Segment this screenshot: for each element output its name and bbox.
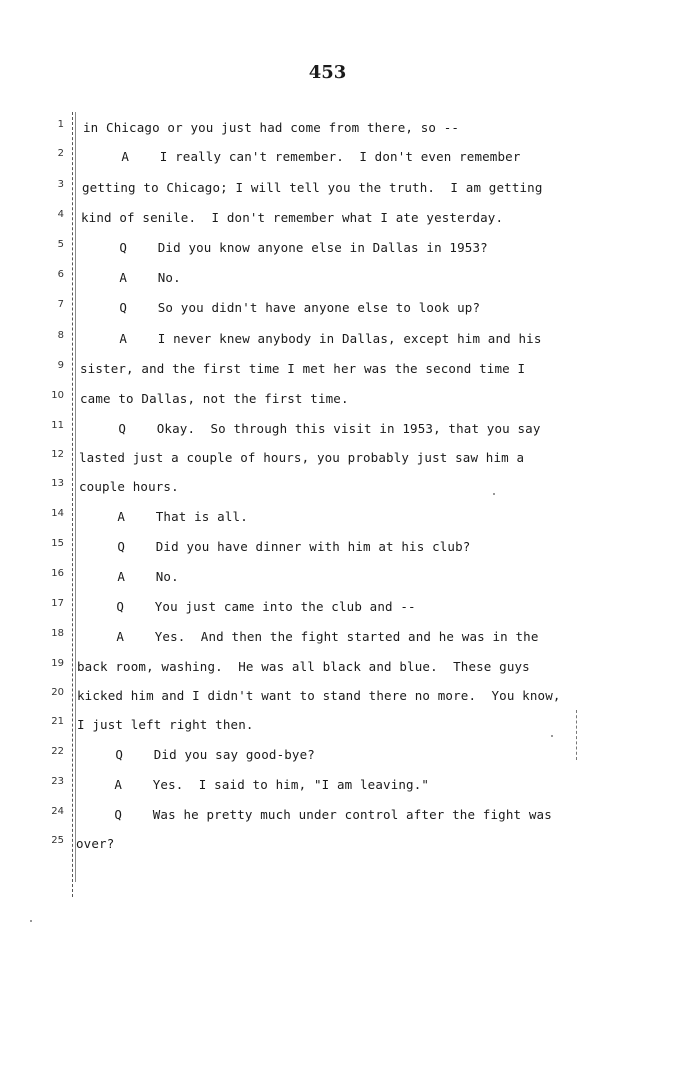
transcript-line xyxy=(0,745,660,765)
line-text: Q Did you have dinner with him at his club? xyxy=(79,539,471,554)
line-text: Q Was he pretty much under control after the fight was xyxy=(76,807,552,822)
transcript-line xyxy=(0,686,660,706)
line-number: 15 xyxy=(51,538,64,549)
line-number: 9 xyxy=(57,360,64,371)
line-number: 1 xyxy=(57,119,64,130)
line-number: 16 xyxy=(51,568,64,579)
line-number: 24 xyxy=(51,806,64,817)
line-text: A No. xyxy=(81,270,181,285)
line-number: 2 xyxy=(57,148,64,159)
line-number: 12 xyxy=(51,449,64,460)
line-number: 17 xyxy=(51,598,64,609)
transcript-line xyxy=(0,567,660,587)
transcript-line xyxy=(0,657,660,677)
transcript-line xyxy=(0,147,660,167)
line-number: 18 xyxy=(51,628,64,639)
line-number: 20 xyxy=(51,687,64,698)
line-text: Q You just came into the club and -- xyxy=(78,599,416,614)
line-number: 22 xyxy=(51,746,64,757)
line-text: kind of senile. I don't remember what I ate yesterday. xyxy=(81,210,504,225)
scan-speck xyxy=(30,920,32,922)
line-text: getting to Chicago; I will tell you the truth. I am getting xyxy=(82,180,543,195)
line-text: kicked him and I didn't want to stand there no more. You know, xyxy=(77,688,561,703)
line-number: 7 xyxy=(57,299,64,310)
transcript-line xyxy=(0,477,660,497)
line-text: A Yes. And then the fight started and he was in the xyxy=(78,629,539,644)
transcript-line xyxy=(0,448,660,468)
line-number: 21 xyxy=(51,716,64,727)
line-number: 5 xyxy=(57,239,64,250)
transcript-line xyxy=(0,419,660,439)
line-text: Q Okay. So through this visit in 1953, that you say xyxy=(80,421,541,436)
line-text: back room, washing. He was all black and blue. These guys xyxy=(77,659,530,674)
line-number: 3 xyxy=(57,179,64,190)
transcript-line xyxy=(0,834,660,854)
line-text: Q Did you know anyone else in Dallas in 1953? xyxy=(81,240,488,255)
line-text: in Chicago or you just had come from there, so -- xyxy=(83,120,460,135)
line-text: A No. xyxy=(79,569,179,584)
line-text: A I never knew anybody in Dallas, except him and his xyxy=(81,331,542,346)
transcript-line xyxy=(0,298,660,318)
transcript-line xyxy=(0,118,660,138)
line-number: 23 xyxy=(51,776,64,787)
line-text: lasted just a couple of hours, you probably just saw him a xyxy=(79,450,525,465)
transcript-line xyxy=(0,715,660,735)
transcript-line xyxy=(0,389,660,409)
line-text: A I really can't remember. I don't even remember xyxy=(83,149,521,164)
transcript-line xyxy=(0,597,660,617)
line-text: Q So you didn't have anyone else to look up? xyxy=(81,300,481,315)
line-text: A That is all. xyxy=(79,509,248,524)
line-number: 11 xyxy=(51,420,64,431)
transcript-line xyxy=(0,238,660,258)
line-number: 14 xyxy=(51,508,64,519)
transcript-line xyxy=(0,775,660,795)
line-number: 4 xyxy=(57,209,64,220)
transcript-line xyxy=(0,359,660,379)
line-text: Q Did you say good-bye? xyxy=(77,747,315,762)
line-text: A Yes. I said to him, "I am leaving." xyxy=(76,777,430,792)
line-number: 25 xyxy=(51,835,64,846)
transcript-line xyxy=(0,507,660,527)
transcript-line xyxy=(0,627,660,647)
line-text: over? xyxy=(76,836,115,851)
transcript-line xyxy=(0,208,660,228)
line-number: 8 xyxy=(57,330,64,341)
line-text: came to Dallas, not the first time. xyxy=(80,391,349,406)
line-number: 10 xyxy=(51,390,64,401)
transcript-line xyxy=(0,329,660,349)
line-text: I just left right then. xyxy=(77,717,254,732)
line-text: sister, and the first time I met her was the second time I xyxy=(80,361,526,376)
scan-speck xyxy=(551,735,553,737)
line-number: 13 xyxy=(51,478,64,489)
page-number: 453 xyxy=(308,62,347,83)
transcript-line xyxy=(0,268,660,288)
line-number: 19 xyxy=(51,658,64,669)
line-number: 6 xyxy=(57,269,64,280)
transcript-line xyxy=(0,805,660,825)
transcript-line xyxy=(0,537,660,557)
line-text: couple hours. xyxy=(79,479,179,494)
transcript-line xyxy=(0,178,660,198)
